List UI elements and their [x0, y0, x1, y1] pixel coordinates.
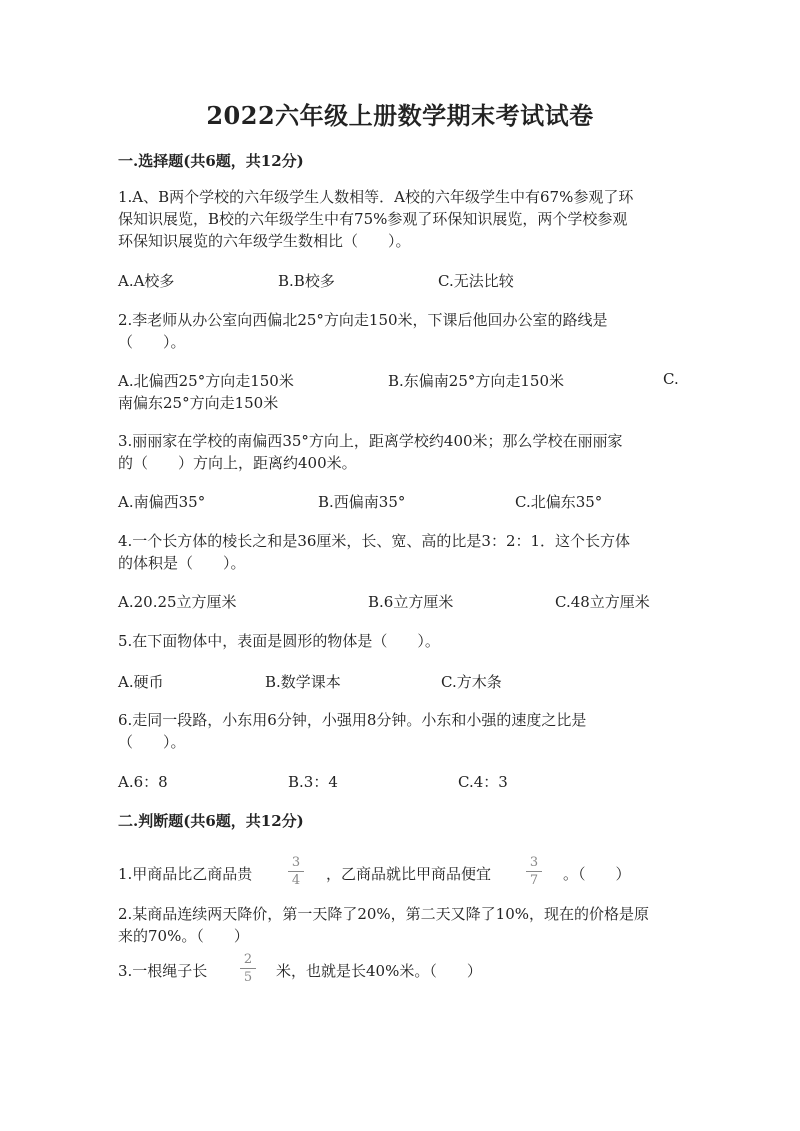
question-2-2 [118, 903, 678, 947]
option-a: A.南偏西35° [118, 493, 206, 511]
option-c: C. [663, 370, 679, 388]
option-b: B.西偏南35° [318, 493, 406, 511]
question-line: 的体积是（ ）。 [118, 554, 246, 572]
question-1-3 [118, 430, 678, 474]
option-b: B.3：4 [288, 773, 338, 791]
question-2-1-text-a: 1.甲商品比乙商品贵 [118, 865, 253, 883]
question-1-5 [118, 630, 678, 652]
question-line: （ ）。 [118, 333, 186, 351]
question-line: 6.走同一段路，小东用6分钟，小强用8分钟。小东和小强的速度之比是 [118, 711, 587, 729]
fraction [238, 952, 258, 985]
fraction-bar [288, 871, 304, 872]
fraction-numerator: 2 [243, 952, 253, 967]
fraction-denominator: 7 [529, 873, 539, 888]
section-1-heading: 一.选择题(共6题，共12分) [118, 152, 304, 170]
question-line: 保知识展览，B校的六年级学生中有75%参观了环保知识展览，两个学校参观 [118, 210, 628, 228]
fraction-numerator: 3 [291, 855, 301, 870]
fraction-bar [526, 871, 542, 872]
option-c: C.方木条 [441, 673, 502, 691]
question-line: 环保知识展览的六年级学生数相比（ ）。 [118, 232, 411, 250]
fraction-denominator: 4 [291, 873, 301, 888]
option-c: C.北偏东35° [515, 493, 603, 511]
question-line: 2.某商品连续两天降价，第一天降了20%，第二天又降了10%，现在的价格是原 [118, 905, 649, 923]
question-2-1-text-c: 。（ ） [563, 865, 631, 883]
question-line: （ ）。 [118, 733, 186, 751]
fraction-numerator: 3 [529, 855, 539, 870]
fraction-denominator: 5 [243, 970, 253, 985]
option-b: B.6立方厘米 [368, 593, 454, 611]
option-c-continued: 南偏东25°方向走150米 [118, 394, 279, 412]
question-2-3-text-b: 米，也就是长40%米。（ ） [276, 962, 482, 980]
option-c: C.4：3 [458, 773, 508, 791]
option-a: A.硬币 [118, 673, 164, 691]
question-2-3-text-a: 3.一根绳子长 [118, 962, 208, 980]
question-line: 来的70%。（ ） [118, 927, 249, 945]
section-2-heading: 二.判断题(共6题，共12分) [118, 812, 304, 830]
question-1-2 [118, 309, 678, 353]
question-line: 2.李老师从办公室向西偏北25°方向走150米，下课后他回办公室的路线是 [118, 311, 608, 329]
option-a: A.20.25立方厘米 [118, 593, 237, 611]
question-line: 的（ ）方向上，距离约400米。 [118, 454, 357, 472]
option-c: C.48立方厘米 [555, 593, 650, 611]
question-line: 3.丽丽家在学校的南偏西35°方向上，距离学校约400米；那么学校在丽丽家 [118, 432, 623, 450]
question-1-1 [118, 186, 678, 252]
question-line: 4.一个长方体的棱长之和是36厘米，长、宽、高的比是3：2：1．这个长方体 [118, 532, 631, 550]
question-1-6 [118, 709, 678, 753]
option-b: B.东偏南25°方向走150米 [388, 372, 565, 390]
page-title: 2022六年级上册数学期末考试试卷 [206, 101, 594, 130]
question-2-1-text-b: ，乙商品就比甲商品便宜 [326, 865, 492, 883]
option-a: A.北偏西25°方向走150米 [118, 372, 294, 390]
option-c: C.无法比较 [438, 272, 514, 290]
fraction [524, 855, 544, 888]
question-1-4 [118, 530, 678, 574]
option-b: B.B校多 [278, 272, 335, 290]
option-a: A.A校多 [118, 272, 175, 290]
question-line: 1.A、B两个学校的六年级学生人数相等．A校的六年级学生中有67%参观了环 [118, 188, 634, 206]
option-b: B.数学课本 [265, 673, 341, 691]
fraction-bar [240, 968, 256, 969]
fraction [286, 855, 306, 888]
option-a: A.6：8 [118, 773, 168, 791]
question-line: 5.在下面物体中，表面是圆形的物体是（ ）。 [118, 632, 440, 650]
